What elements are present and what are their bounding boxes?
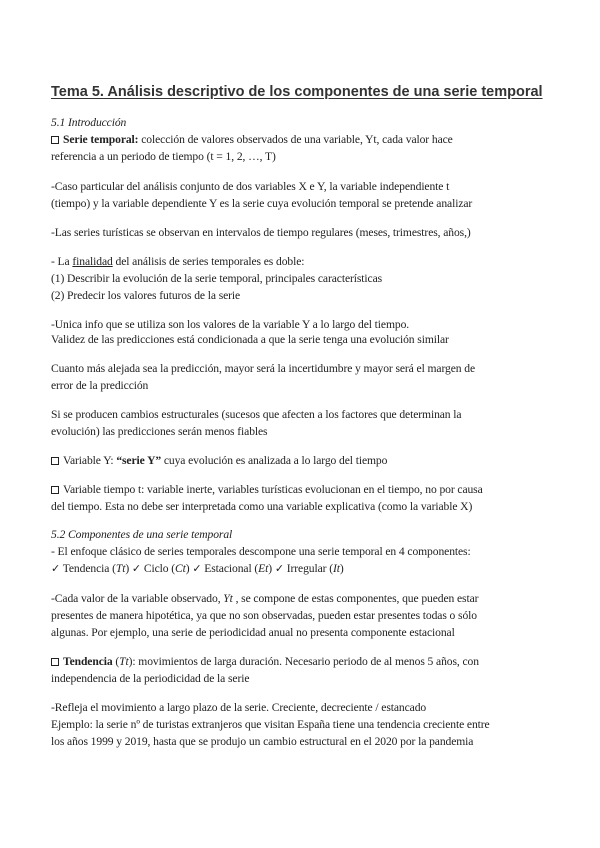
- variable-t-item: Variable tiempo t: variable inerte, variables turísticas evolucionan en el tiempo, no por causa: [51, 481, 551, 498]
- components-list: ✓ Tendencia (Tt) ✓ Ciclo (Ct) ✓ Estacional (Et) ✓ Irregular (It): [51, 562, 344, 575]
- paragraph-line: presentes de manera hipotética, ya que no son observadas, pueden estar presentes todas o sólo: [51, 609, 477, 622]
- checkmark-icon: ✓: [274, 562, 284, 575]
- list-item: (2) Predecir los valores futuros de la serie: [51, 289, 241, 302]
- paragraph-line: del tiempo. Esta no debe ser interpretada como una variable explicativa (como la variable X): [51, 500, 473, 513]
- paragraph-line: error de la predicción: [51, 379, 149, 392]
- paragraph-line: Ejemplo: la serie nº de turistas extranjeros que visitan España tiene una tendencia creciente entre: [51, 718, 490, 731]
- paragraph-line: Validez de las predicciones está condicionada a que la serie tenga una evolución similar: [51, 333, 449, 346]
- checkbox-icon: [51, 457, 59, 465]
- paragraph-line: (tiempo) y la variable dependiente Y es la serie cuya evolución temporal se pretende analizar: [51, 197, 473, 210]
- paragraph-line: -Cada valor de la variable observado, Yt , se compone de estas componentes, que pueden estar: [51, 592, 479, 605]
- paragraph-line: Cuanto más alejada sea la predicción, mayor será la incertidumbre y mayor será el margen de: [51, 362, 475, 375]
- paragraph-line: evolución) las predicciones serán menos fiables: [51, 425, 268, 438]
- checkmark-icon: ✓: [131, 562, 142, 575]
- list-item: (1) Describir la evolución de la serie temporal, principales características: [51, 272, 383, 285]
- title-text: Análisis descriptivo de los componentes de una serie temporal: [103, 84, 543, 100]
- paragraph-line: -Caso particular del análisis conjunto de dos variables X e Y, la variable independiente t: [51, 180, 450, 193]
- paragraph-line: -Unica info que se utiliza son los valores de la variable Y a lo largo del tiempo.: [51, 318, 410, 331]
- checkbox-icon: [51, 486, 59, 494]
- checkmark-icon: ✓: [192, 562, 202, 575]
- serie-temporal-definition: Serie temporal: colección de valores observados de una variable, Yt, cada valor hace: [51, 131, 551, 148]
- title-prefix: Tema 5.: [51, 84, 104, 100]
- paragraph-line: - El enfoque clásico de series temporales descompone una serie temporal en 4 componentes:: [51, 545, 471, 558]
- paragraph-line: los años 1999 y 2019, hasta que se produjo un cambio estructural en el 2020 por la pandemia: [51, 735, 474, 748]
- paragraph-line: -Refleja el movimiento a largo plazo de la serie. Creciente, decreciente / estancado: [51, 701, 427, 714]
- section-heading-5-2: 5.2 Componentes de una serie temporal: [51, 528, 233, 541]
- checkbox-icon: [51, 136, 59, 144]
- paragraph-line: algunas. Por ejemplo, una serie de periodicidad anual no presenta componente estacional: [51, 626, 455, 639]
- paragraph-line: Si se producen cambios estructurales (sucesos que afecten a los factores que determinan la: [51, 408, 462, 421]
- paragraph-line: -Las series turísticas se observan en intervalos de tiempo regulares (meses, trimestres, años,): [51, 226, 471, 239]
- variable-y-item: Variable Y: “serie Y” cuya evolución es analizada a lo largo del tiempo: [51, 452, 551, 469]
- paragraph-finalidad: - La finalidad del análisis de series temporales es doble:: [51, 255, 305, 268]
- section-heading-5-1: 5.1 Introducción: [51, 116, 127, 129]
- checkbox-icon: [51, 658, 59, 666]
- paragraph-line: independencia de la periodicidad de la serie: [51, 672, 250, 685]
- tendencia-item: Tendencia (Tt): movimientos de larga duración. Necesario periodo de al menos 5 años, con: [51, 653, 551, 670]
- paragraph-line: referencia a un periodo de tiempo (t = 1, 2, …, T): [51, 150, 276, 163]
- checkmark-icon: ✓: [51, 562, 61, 575]
- page-title: [51, 84, 551, 100]
